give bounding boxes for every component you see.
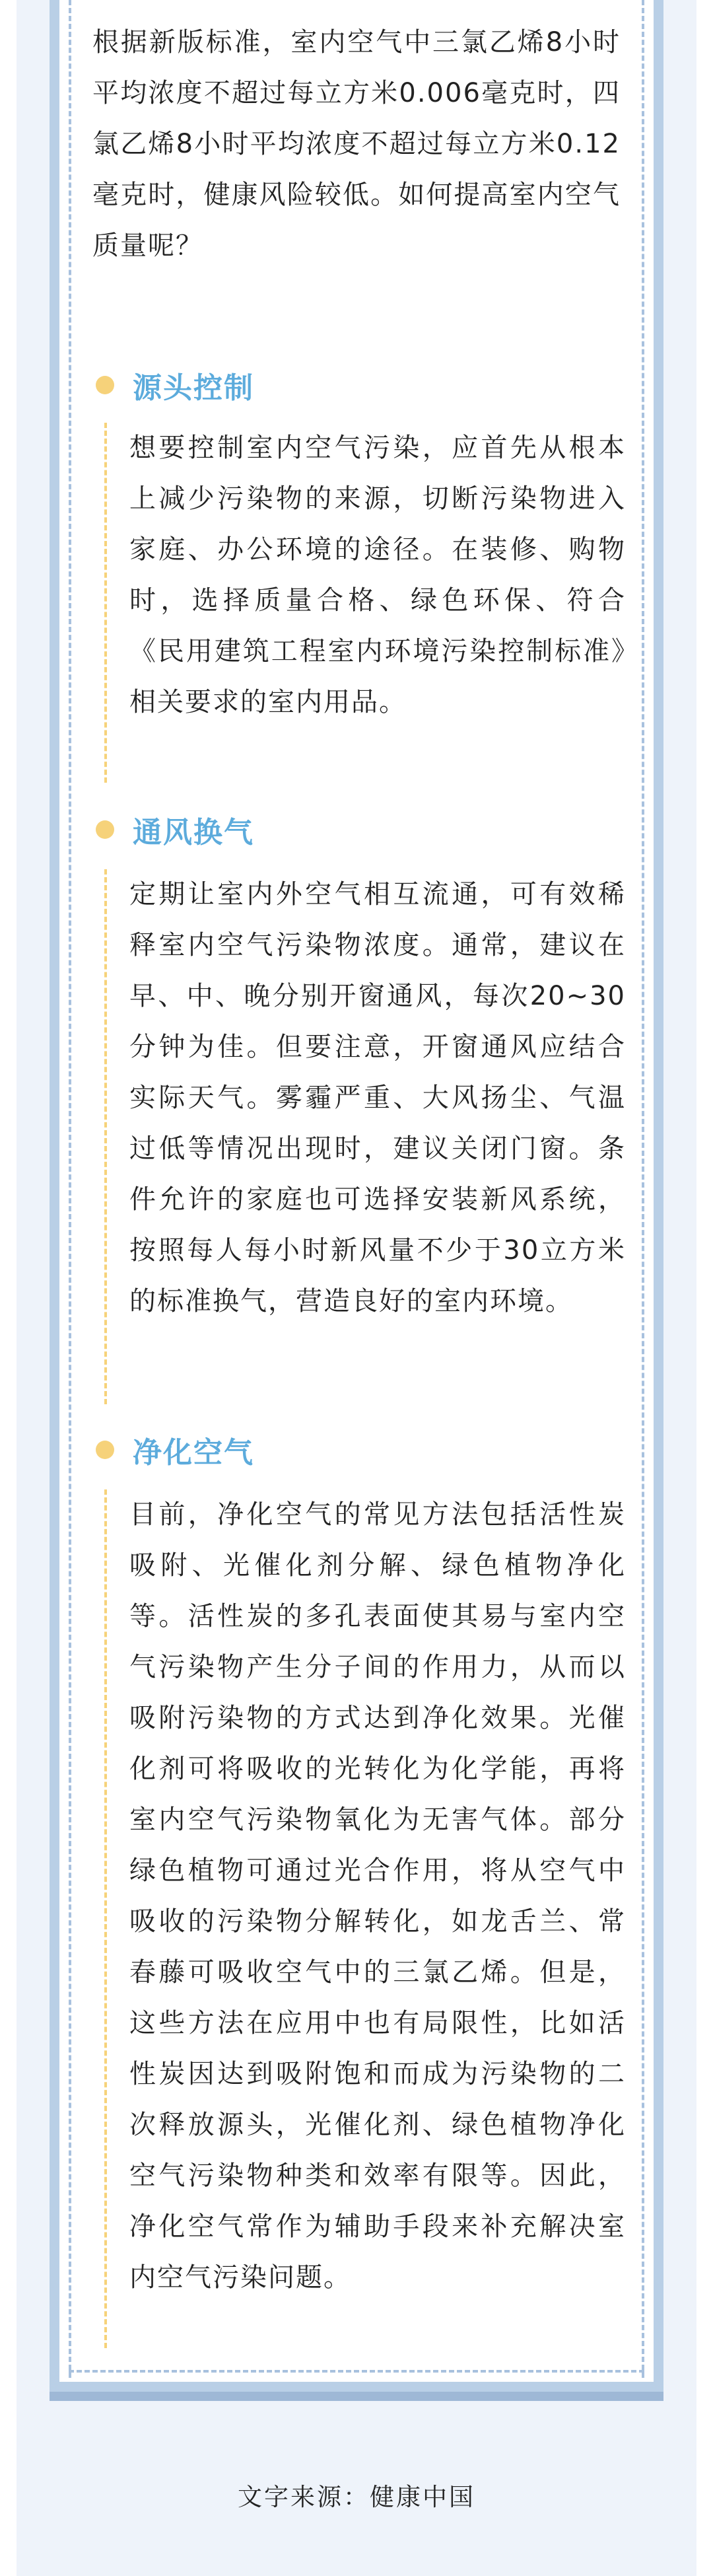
intro-paragraph: 根据新版标准，室内空气中三氯乙烯8小时平均浓度不超过每立方米0.006毫克时，四氯乙烯8小时平均浓度不超过每立方米0.12毫克时，健康风险较低。如何提高室内空气质量呢？ <box>92 27 621 261</box>
card-dashed-border-right <box>642 0 644 2378</box>
section-body-source-control <box>104 423 626 783</box>
section-heading-source-control <box>96 362 254 408</box>
section-heading-purification <box>96 1427 254 1473</box>
section-title: 净化空气 <box>133 1436 254 1470</box>
section-heading-ventilation <box>96 806 254 853</box>
card-dashed-border-left <box>69 0 71 2378</box>
section-title: 通风换气 <box>133 816 254 849</box>
section-body-purification <box>104 1489 626 2348</box>
section-paragraph: 目前，净化空气的常见方法包括活性炭吸附、光催化剂分解、绿色植物净化等。活性炭的多孔表面使其易与室内空气污染物产生分子间的作用力，从而以吸附污染物的方式达到净化效果。光催化剂可将吸收的光转化为化学能，再将室内空气污染物氧化为无害气体。部分绿色植物可通过光合作用，将从空气中吸收的污染物分解转化，如龙舌兰、常春藤可吸收空气中的三氯乙烯。但是，这些方法在应用中也有局限性，比如活性炭因达到吸附饱和而成为污染物的二次释放源头，光催化剂、绿色植物净化空气污染物种类和效率有限等。因此，净化空气常作为辅助手段来补充解决室内空气污染问题。 <box>129 1499 626 2293</box>
bullet-dot-icon <box>96 376 114 394</box>
section-paragraph: 想要控制室内空气污染，应首先从根本上减少污染物的来源，切断污染物进入家庭、办公环境的途径。在装修、购物时，选择质量合格、绿色环保、符合《民用建筑工程室内环境污染控制标准》相关要求的室内用品。 <box>129 433 626 717</box>
card-dashed-border-bottom <box>69 2370 644 2373</box>
source-credit: 文字来源：健康中国 <box>238 2483 475 2511</box>
bullet-dot-icon <box>96 820 114 839</box>
bullet-dot-icon <box>96 1441 114 1459</box>
section-body-ventilation <box>104 869 626 1404</box>
section-paragraph: 定期让室内外空气相互流通，可有效稀释室内空气污染物浓度。通常，建议在早、中、晚分别开窗通风，每次20~30分钟为佳。但要注意，开窗通风应结合实际天气。雾霾严重、大风扬尘、气温过低等情况出现时，建议关闭门窗。条件允许的家庭也可选择安装新风系统，按照每人每小时新风量不少于30立方米的标准换气，营造良好的室内环境。 <box>129 879 626 1316</box>
section-title: 源头控制 <box>133 371 254 405</box>
